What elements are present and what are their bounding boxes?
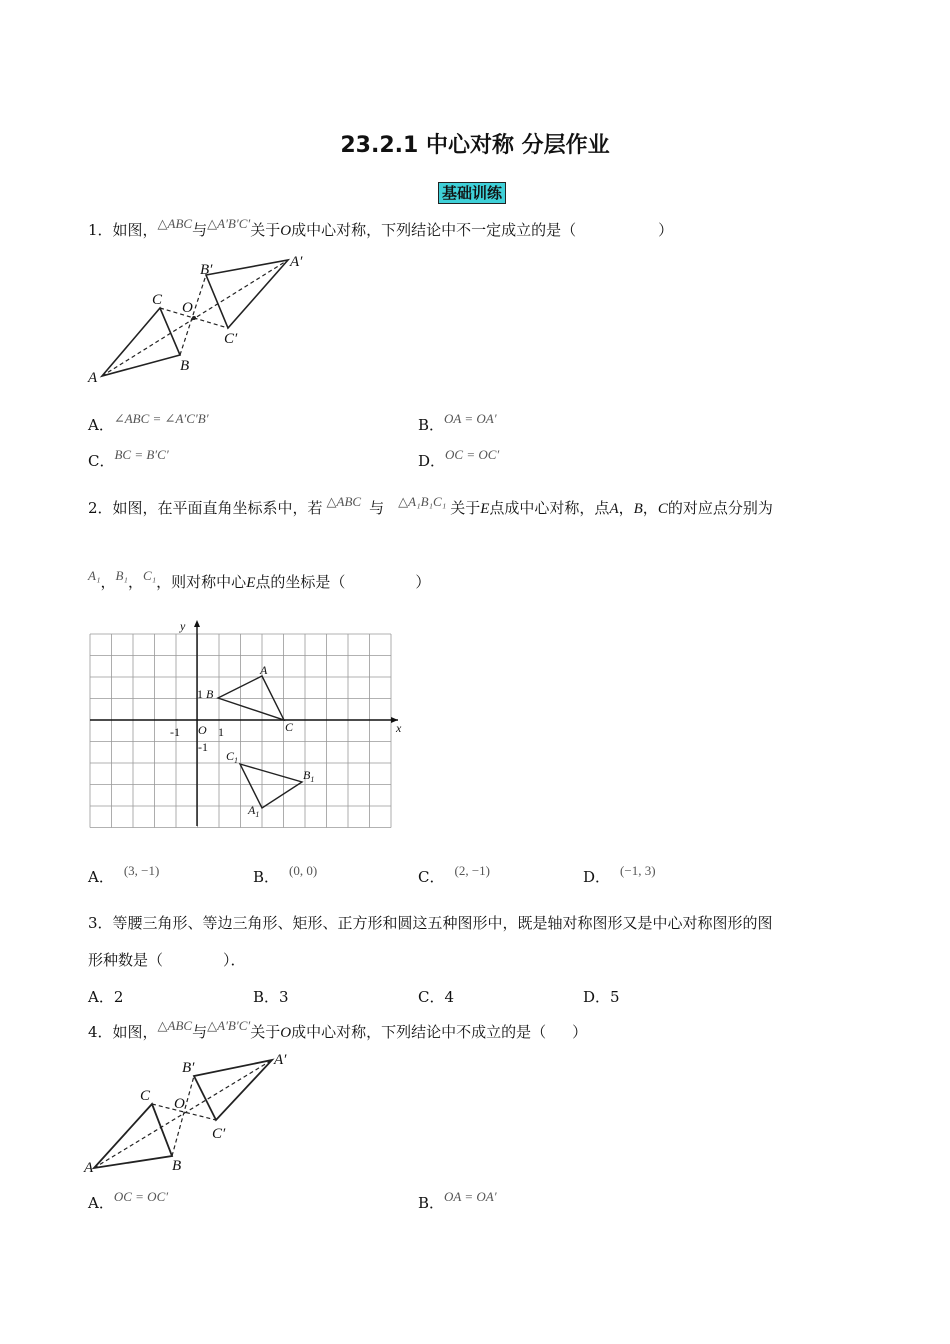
option-text: 4 [444,988,455,1006]
q2-c1: C₁ [142,568,157,583]
q1-center-dot [192,316,196,320]
q4-text-b: 成中心对称，下列结论中不成立的是（ [291,1023,547,1041]
q2-tick-1x: 1 [218,725,224,739]
q2-text-c: 的对应点分别为 [667,499,773,517]
q4-point-o: O [280,1025,292,1041]
question-2-stem: 2．如图，在平面直角坐标系中，若 △ABC 与 △A₁B₁C₁ 关于E点成中心对称，点A，B，C的对应点分别为 [88,494,773,517]
q2-option-b[interactable] [253,863,318,887]
q4-label-o: O [174,1096,185,1112]
q1-option-b[interactable] [418,411,497,435]
q2-label-c: C [285,720,294,734]
q4-figure [82,1048,302,1180]
q1-label-a-prime: A′ [290,254,303,270]
q4-label-a-prime: A′ [274,1052,287,1068]
q2-label-b1: $B_1$ [303,768,315,784]
option-label: D． [418,452,446,470]
q1-label-o: O [182,300,193,316]
q2-coordinate-grid [80,614,410,834]
option-text: OA = OA′ [444,411,497,426]
question-3-line2: 形种数是（ ）． [88,951,246,969]
q4-line-bb [172,1076,194,1156]
q1-point-o: O [280,223,292,239]
q1-conj: 与 [192,221,208,239]
q2-point-c: C [657,501,668,517]
q2-point-b: B [633,501,643,517]
q1-triangle-prime-shape [206,260,288,328]
q4-triangle-prime-shape [194,1060,272,1120]
q1-paren-end: ） [658,221,674,239]
q2-number: 2．如图，在平面直角坐标系中，若 [88,499,323,517]
q2-label-y: y [180,619,186,633]
option-label: A． [88,988,114,1006]
option-text: (−1, 3) [620,863,656,878]
option-label: C． [418,988,445,1006]
q1-triangle-abc: △ABC [157,216,193,231]
q1-label-b-prime: B′ [200,262,213,278]
q2-tick-m1x: -1 [170,725,180,739]
question-2-line2 [88,568,431,593]
q3-option-c[interactable] [418,986,454,1007]
option-label: C． [88,452,115,470]
page-title: 23.2.1 中心对称 分层作业 [340,133,610,158]
q2-point-e2: E [246,575,256,591]
q1-text-a: 关于 [250,221,281,239]
q2-label-c1: $C_1$ [226,749,239,765]
q2-line2-text2: 点的坐标是（ [255,573,346,591]
q2-tick-m1y: -1 [198,740,208,754]
q2-label-b: B [206,687,214,701]
q1-option-a[interactable] [88,411,209,435]
q1-option-d[interactable] [418,447,500,471]
q4-triangle-prime: △A′B′C′ [207,1018,251,1033]
q2-a1: A₁ [88,568,101,583]
q1-label-a: A [88,370,98,386]
q2-triangle-abc: △ABC [326,494,362,509]
option-text: 3 [279,988,289,1006]
q4-option-b[interactable] [418,1189,497,1213]
q1-label-c-prime: C′ [224,331,238,347]
q2-y-arrow [194,620,200,627]
section-badge: 基础训练 [438,182,506,204]
q2-label-o: O [198,723,207,737]
q4-label-a: A [84,1160,94,1176]
option-text: 2 [113,988,124,1006]
q2-point-a: A [609,501,619,517]
q2-label-x: x [396,721,402,735]
option-text: (3, −1) [123,863,160,878]
q2-triangle-a1b1c1-shape [240,764,302,808]
q4-conj: 与 [192,1023,208,1041]
option-label: A． [88,1194,114,1212]
q4-number: 4．如图， [88,1023,158,1041]
option-label: B． [253,868,280,886]
q2-option-a[interactable] [88,863,160,887]
q2-b1: B₁ [115,568,128,583]
q4-label-b: B [172,1158,182,1174]
option-text: BC = B′C′ [114,447,169,462]
option-text: ∠ABC = ∠A′C′B′ [113,411,209,426]
q2-comma-1: ， [100,573,116,591]
q3-option-d[interactable] [583,986,620,1007]
option-text: OA = OA′ [444,1189,497,1204]
option-label: D． [583,988,611,1006]
q2-comma-2: ， [127,573,143,591]
q2-triangle-abc-shape [218,676,284,720]
q4-label-c: C [140,1088,151,1104]
q2-line2-text: ，则对称中心 [156,573,247,591]
q1-figure [82,248,322,390]
q1-triangle-prime: △A′B′C′ [207,216,251,231]
option-text: OC = OC′ [445,447,500,462]
question-3-line1: 3．等腰三角形、等边三角形、矩形、正方形和圆这五种图形中，既是轴对称图形又是中心对称图形的图 [88,914,773,932]
q2-triangle-a1b1c1: △A₁B₁C₁ [398,494,447,509]
q1-label-b: B [180,358,190,374]
option-label: B． [418,1194,445,1212]
option-label: B． [418,416,445,434]
option-label: A． [88,416,114,434]
q1-triangle-abc-shape [102,308,180,376]
option-label: D． [583,868,611,886]
q2-option-c[interactable] [418,863,490,887]
q4-paren-end: ） [572,1023,588,1041]
q4-option-a[interactable] [88,1189,169,1213]
q2-text-a: 关于 [450,499,481,517]
q4-label-c-prime: C′ [212,1126,226,1142]
q4-label-b-prime: B′ [182,1060,195,1076]
q2-option-d[interactable] [583,863,656,887]
option-label: A． [88,868,114,886]
q2-gridlines [90,634,391,828]
q3-option-b[interactable] [253,986,289,1007]
q1-number: 1．如图， [88,221,158,239]
q4-triangle-abc-shape [94,1104,172,1168]
q2-label-a1: $A_1$ [248,803,260,819]
q2-tick-1y: 1 [197,687,203,701]
option-label: B． [253,988,280,1006]
option-text: (0, 0) [289,863,318,878]
q2-text-b: 点成中心对称，点 [489,499,610,517]
question-1-stem [88,216,674,241]
question-4-stem [88,1018,588,1043]
q2-label-a: A [260,663,268,677]
q4-text-a: 关于 [250,1023,281,1041]
option-text: OC = OC′ [113,1189,169,1204]
q2-conj: 与 [369,499,385,517]
q3-option-a[interactable] [88,986,123,1007]
q2-paren-end: ） [415,573,431,591]
option-text: 5 [610,988,620,1006]
q1-label-c: C [152,292,163,308]
q1-option-c[interactable] [88,447,169,471]
q4-triangle-abc: △ABC [157,1018,193,1033]
option-text: (2, −1) [454,863,490,878]
q2-point-e: E [480,501,490,517]
option-label: C． [418,868,445,886]
q1-text-b: 成中心对称，下列结论中不一定成立的是（ [291,221,577,239]
